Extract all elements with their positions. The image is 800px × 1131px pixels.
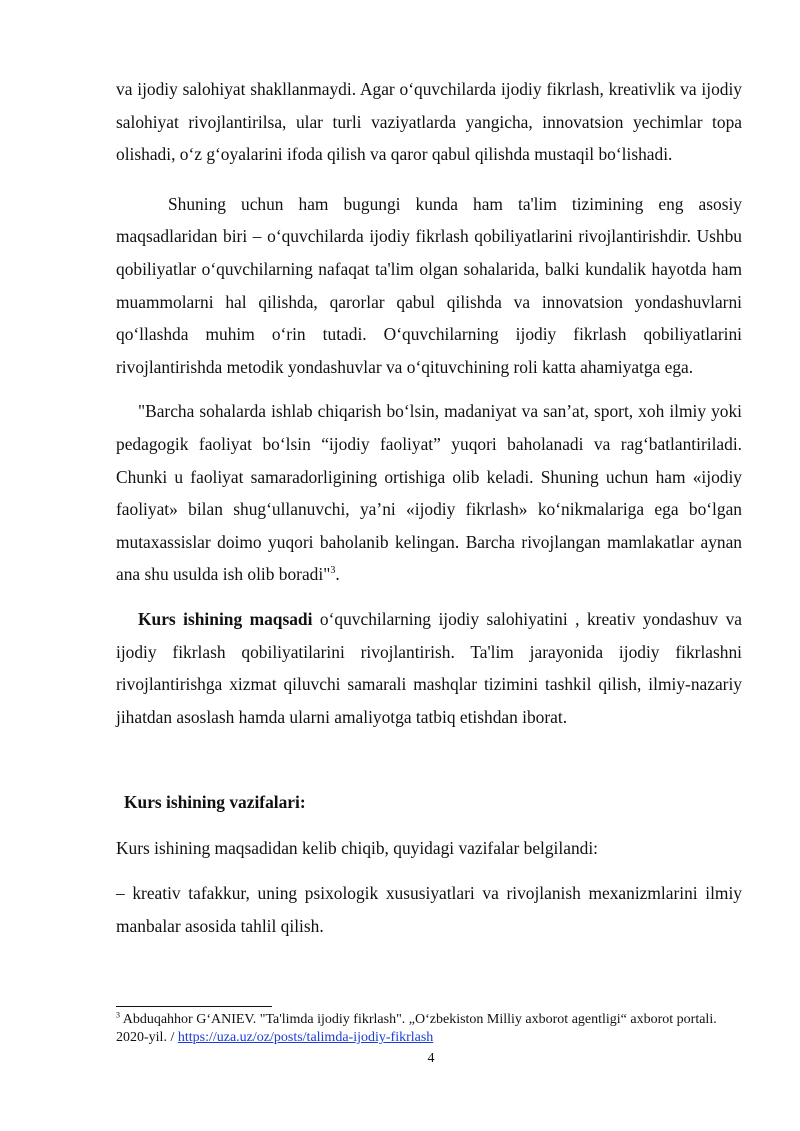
goal-text: o‘quvchilarning ijodiy salohiyatini , kreativ yondashuv va ijodiy fikrlash qobiliyatilarini rivojlantirish. Ta'lim jarayonida ijodiy fikrlashni rivojlantirishga xizmat qiluvchi samarali mashqlar tizimini tashkil qilish, ilmiy-nazariy jihatdan asoslash hamda ularni amaliyotga tatbiq etishdan iborat. (116, 608, 742, 727)
quote-end: . (335, 564, 340, 585)
footnote (116, 1011, 736, 1047)
page-number: 4 (427, 1051, 435, 1066)
quote-text: "Barcha sohalarda ishlab chiqarish bo‘lsin, madaniyat va san’at, sport, xoh ilmiy yoki pedagogik faoliyat bo‘lsin “ijodiy faoliyat” yuqori baholanadi va rag‘batlantiriladi. Chunki u faoliyat samaradorligining ortishiga olib keladi. Shuning uchun ham «ijodiy faoliyat» bilan shug‘ullanuvchi, ya’ni «ijodiy fikrlash» ko‘nikmalariga ega bo‘lgan mutaxassislar doimo yuqori baholanib kelingan. Barcha rivojlangan mamlakatlar aynan ana shu usulda ish olib boradi" (116, 401, 742, 585)
paragraph-2: Shuning uchun ham bugungi kunda ham ta'lim tizimining eng asosiy maqsadlaridan biri – o‘quvchilarda ijodiy fikrlash qobiliyatlarini rivojlantirishdir. Ushbu qobiliyatlar o‘quvchilarning nafaqat ta'lim olgan sohalarida, balki kundalik hayotda ham muammolarni hal qilishda, qarorlar qabul qilishda va innovatsion yondashuvlarni qo‘llashda muhim o‘rin tutadi. O‘quvchilarning ijodiy fikrlash qobiliyatlarini rivojlantirishda metodik yondashuvlar va o‘qituvchining roli katta ahamiyatga ega. (116, 193, 742, 377)
tasks-heading: Kurs ishining vazifalari: (124, 792, 306, 813)
paragraph-3-quote (116, 395, 742, 591)
tasks-intro: Kurs ishining maqsadidan kelib chiqib, quyidagi vazifalar belgilandi: (116, 837, 598, 858)
goal-label: Kurs ishining maqsadi (138, 608, 313, 629)
paragraph-1: va ijodiy salohiyat shakllanmaydi. Agar o‘quvchilarda ijodiy fikrlash, kreativlik va ijodiy salohiyat rivojlantirilsa, ular turli vaziyatlarda yangicha, innovatsion yechimlar topa olishadi, o‘z g‘oyalarini ifoda qilish va qaror qabul qilishda mustaqil bo‘lishadi. (116, 79, 742, 165)
footnote-text: Abduqahhor G‘ANIEV. "Ta'limda ijodiy fikrlash". „O‘zbekiston Milliy axborot agentligi“ axborot portali. 2020-yil. / (116, 1012, 717, 1045)
footnote-number: 3 (116, 1010, 120, 1020)
footnote-reference[interactable]: 3 (330, 565, 336, 577)
paragraph-4-goal (116, 603, 742, 733)
page-body (116, 73, 742, 943)
footnote-link[interactable]: https://uza.uz/oz/posts/talimda-ijodiy-fikrlash (177, 1030, 434, 1045)
task-item: – kreativ tafakkur, uning psixologik xususiyatlari va rivojlanish mexanizmlarini ilmiy manbalar asosida tahlil qilish. (116, 883, 742, 937)
footnote-divider (116, 1006, 272, 1007)
